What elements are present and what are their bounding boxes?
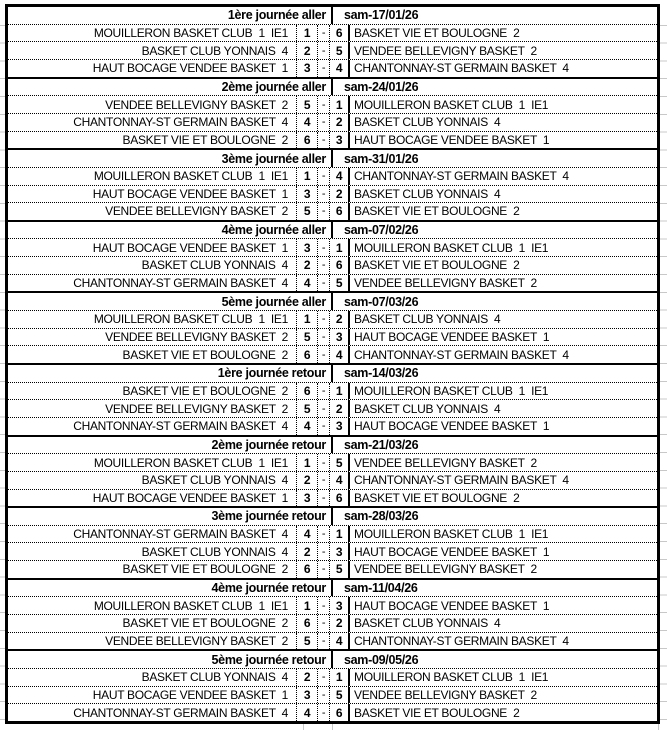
home-number-cell: 5	[297, 633, 318, 650]
journee-header-row	[8, 150, 657, 168]
home-number-cell: 5	[297, 329, 318, 346]
away-team-cell: BASKET VIE ET BOULOGNE 2	[354, 258, 520, 273]
journee-label: 4ème journée aller	[8, 222, 333, 239]
home-team-cell: CHANTONNAY-ST GERMAIN BASKET 4	[8, 418, 297, 435]
match-row	[8, 132, 657, 149]
match-row	[8, 418, 657, 435]
home-number-cell: 2	[297, 472, 318, 489]
match-row	[8, 257, 657, 275]
home-team-cell: BASKET CLUB YONNAIS 4	[8, 669, 297, 686]
score-separator: -	[318, 168, 330, 185]
home-number-cell: 6	[297, 346, 318, 363]
match-row	[8, 490, 657, 507]
home-team-cell: CHANTONNAY-ST GERMAIN BASKET 4	[8, 526, 297, 543]
away-number-cell: 1	[330, 669, 350, 686]
journee-block	[8, 77, 657, 149]
away-team-cell: BASKET CLUB YONNAIS 4	[354, 401, 501, 416]
score-separator: -	[318, 60, 330, 77]
journee-header-row	[8, 508, 657, 526]
away-number-cell: 4	[330, 633, 350, 650]
home-number-cell: 2	[297, 669, 318, 686]
home-team-cell: BASKET CLUB YONNAIS 4	[8, 42, 297, 59]
home-number-cell: 4	[297, 275, 318, 292]
score-separator: -	[318, 597, 330, 614]
home-team-cell: BASKET VIE ET BOULOGNE 2	[8, 615, 297, 632]
home-team-cell: VENDEE BELLEVIGNY BASKET 2	[8, 203, 297, 220]
home-team-cell: VENDEE BELLEVIGNY BASKET 2	[8, 329, 297, 346]
journee-block	[8, 148, 657, 220]
home-team-cell: HAUT BOCAGE VENDEE BASKET 1	[8, 687, 297, 704]
score-separator: -	[318, 275, 330, 292]
home-team-cell: VENDEE BELLEVIGNY BASKET 2	[8, 633, 297, 650]
match-row	[8, 704, 657, 721]
gridline-stub-bottom-3	[658, 724, 659, 730]
home-team-cell: BASKET CLUB YONNAIS 4	[8, 472, 297, 489]
away-number-cell: 4	[330, 472, 350, 489]
away-team-cell: CHANTONNAY-ST GERMAIN BASKET 4	[354, 473, 569, 488]
home-team-cell: BASKET VIE ET BOULOGNE 2	[8, 561, 297, 578]
away-team-cell: CHANTONNAY-ST GERMAIN BASKET 4	[354, 61, 569, 76]
home-number-cell: 5	[297, 203, 318, 220]
score-separator: -	[318, 239, 330, 256]
match-row	[8, 311, 657, 329]
home-number-cell: 1	[297, 454, 318, 471]
score-separator: -	[318, 418, 330, 435]
away-number-cell: 1	[330, 526, 350, 543]
away-number-cell: 1	[330, 239, 350, 256]
away-team-cell: CHANTONNAY-ST GERMAIN BASKET 4	[354, 634, 569, 649]
score-separator: -	[318, 669, 330, 686]
home-number-cell: 5	[297, 400, 318, 417]
away-number-cell: 2	[330, 311, 350, 328]
away-number-cell: 3	[330, 597, 350, 614]
home-team-cell: CHANTONNAY-ST GERMAIN BASKET 4	[8, 704, 297, 721]
match-row	[8, 669, 657, 687]
match-row	[8, 383, 657, 401]
home-team-cell: BASKET VIE ET BOULOGNE 2	[8, 346, 297, 363]
away-team-cell: BASKET CLUB YONNAIS 4	[354, 115, 501, 130]
journee-header-row	[8, 222, 657, 240]
journee-date: sam-07/03/26	[344, 294, 419, 309]
journee-label: 2ème journée retour	[8, 437, 333, 454]
gridline-stub-bottom-2	[332, 724, 333, 730]
score-separator: -	[318, 25, 330, 42]
journee-block	[8, 435, 657, 507]
score-separator: -	[318, 257, 330, 274]
score-separator: -	[318, 526, 330, 543]
schedule-table	[5, 4, 660, 724]
home-number-cell: 2	[297, 42, 318, 59]
score-separator: -	[318, 346, 330, 363]
away-number-cell: 2	[330, 114, 350, 131]
journee-label: 5ème journée aller	[8, 293, 333, 310]
match-row	[8, 561, 657, 578]
home-number-cell: 3	[297, 239, 318, 256]
away-team-cell: CHANTONNAY-ST GERMAIN BASKET 4	[354, 347, 569, 362]
journee-block	[8, 291, 657, 363]
away-number-cell: 5	[330, 42, 350, 59]
journee-date: sam-11/04/26	[344, 581, 418, 596]
match-row	[8, 25, 657, 43]
score-separator: -	[318, 42, 330, 59]
match-row	[8, 275, 657, 292]
home-number-cell: 6	[297, 561, 318, 578]
away-team-cell: HAUT BOCAGE VENDEE BASKET 1	[354, 419, 550, 434]
away-team-cell: BASKET CLUB YONNAIS 4	[354, 312, 501, 327]
score-separator: -	[318, 329, 330, 346]
home-team-cell: BASKET CLUB YONNAIS 4	[8, 543, 297, 560]
away-team-cell: VENDEE BELLEVIGNY BASKET 2	[354, 276, 537, 291]
away-number-cell: 6	[330, 490, 350, 507]
score-separator: -	[318, 203, 330, 220]
match-row	[8, 543, 657, 561]
away-number-cell: 2	[330, 186, 350, 203]
home-team-cell: MOUILLERON BASKET CLUB 1 IE1	[8, 311, 297, 328]
home-number-cell: 3	[297, 687, 318, 704]
home-team-cell: HAUT BOCAGE VENDEE BASKET 1	[8, 239, 297, 256]
score-separator: -	[318, 561, 330, 578]
journee-date: sam-14/03/26	[344, 366, 419, 381]
away-team-cell: HAUT BOCAGE VENDEE BASKET 1	[354, 544, 550, 559]
score-separator: -	[318, 687, 330, 704]
away-team-cell: BASKET CLUB YONNAIS 4	[354, 186, 501, 201]
journee-label: 2ème journée aller	[8, 79, 333, 96]
match-row	[8, 60, 657, 77]
home-team-cell: BASKET CLUB YONNAIS 4	[8, 257, 297, 274]
match-row	[8, 633, 657, 650]
away-number-cell: 3	[330, 418, 350, 435]
home-team-cell: BASKET VIE ET BOULOGNE 2	[8, 383, 297, 400]
match-row	[8, 96, 657, 114]
home-team-cell: CHANTONNAY-ST GERMAIN BASKET 4	[8, 275, 297, 292]
away-team-cell: CHANTONNAY-ST GERMAIN BASKET 4	[354, 169, 569, 184]
away-team-cell: BASKET CLUB YONNAIS 4	[354, 616, 501, 631]
journee-header-row	[8, 437, 657, 455]
journee-date: sam-09/05/26	[344, 652, 419, 667]
score-separator: -	[318, 96, 330, 113]
journee-block	[8, 7, 657, 77]
score-separator: -	[318, 472, 330, 489]
away-team-cell: VENDEE BELLEVIGNY BASKET 2	[354, 562, 537, 577]
gridline-stubs-right	[660, 8, 667, 722]
away-team-cell: MOUILLERON BASKET CLUB 1 IE1	[354, 527, 549, 542]
match-row	[8, 203, 657, 220]
home-team-cell: HAUT BOCAGE VENDEE BASKET 1	[8, 186, 297, 203]
match-row	[8, 186, 657, 204]
away-number-cell: 5	[330, 275, 350, 292]
score-separator: -	[318, 704, 330, 721]
score-separator: -	[318, 400, 330, 417]
away-team-cell: BASKET VIE ET BOULOGNE 2	[354, 25, 520, 40]
match-row	[8, 346, 657, 363]
score-separator: -	[318, 132, 330, 149]
home-number-cell: 6	[297, 383, 318, 400]
away-number-cell: 4	[330, 168, 350, 185]
away-team-cell: VENDEE BELLEVIGNY BASKET 2	[354, 455, 537, 470]
journee-header-row	[8, 7, 657, 25]
journee-header-row	[8, 651, 657, 669]
home-number-cell: 3	[297, 186, 318, 203]
journee-block	[8, 578, 657, 650]
journee-label: 1ère journée aller	[8, 7, 333, 24]
home-team-cell: VENDEE BELLEVIGNY BASKET 2	[8, 96, 297, 113]
journee-date: sam-07/02/26	[344, 223, 419, 238]
journee-header-row	[8, 79, 657, 97]
home-number-cell: 6	[297, 132, 318, 149]
away-team-cell: VENDEE BELLEVIGNY BASKET 2	[354, 687, 537, 702]
home-number-cell: 6	[297, 615, 318, 632]
journee-header-row	[8, 365, 657, 383]
journee-label: 3ème journée retour	[8, 508, 333, 525]
home-team-cell: MOUILLERON BASKET CLUB 1 IE1	[8, 25, 297, 42]
away-team-cell: MOUILLERON BASKET CLUB 1 IE1	[354, 240, 549, 255]
home-number-cell: 1	[297, 311, 318, 328]
home-team-cell: BASKET VIE ET BOULOGNE 2	[8, 132, 297, 149]
away-team-cell: HAUT BOCAGE VENDEE BASKET 1	[354, 132, 550, 147]
away-number-cell: 5	[330, 687, 350, 704]
away-team-cell: MOUILLERON BASKET CLUB 1 IE1	[354, 670, 549, 685]
journee-block	[8, 649, 657, 721]
journee-block	[8, 220, 657, 292]
match-row	[8, 454, 657, 472]
home-number-cell: 4	[297, 704, 318, 721]
score-separator: -	[318, 633, 330, 650]
journee-block	[8, 363, 657, 435]
home-number-cell: 4	[297, 526, 318, 543]
journee-label: 5ème journée retour	[8, 651, 333, 668]
score-separator: -	[318, 186, 330, 203]
journee-date: sam-28/03/26	[344, 509, 419, 524]
score-separator: -	[318, 114, 330, 131]
away-team-cell: BASKET VIE ET BOULOGNE 2	[354, 204, 520, 219]
match-row	[8, 400, 657, 418]
match-row	[8, 526, 657, 544]
away-number-cell: 6	[330, 704, 350, 721]
home-number-cell: 1	[297, 168, 318, 185]
home-number-cell: 2	[297, 543, 318, 560]
home-number-cell: 5	[297, 96, 318, 113]
home-number-cell: 4	[297, 418, 318, 435]
journee-date: sam-24/01/26	[344, 79, 419, 94]
home-team-cell: CHANTONNAY-ST GERMAIN BASKET 4	[8, 114, 297, 131]
match-row	[8, 168, 657, 186]
home-number-cell: 3	[297, 490, 318, 507]
score-separator: -	[318, 543, 330, 560]
match-row	[8, 687, 657, 705]
away-team-cell: MOUILLERON BASKET CLUB 1 IE1	[354, 383, 549, 398]
score-separator: -	[318, 311, 330, 328]
home-team-cell: HAUT BOCAGE VENDEE BASKET 1	[8, 60, 297, 77]
home-team-cell: MOUILLERON BASKET CLUB 1 IE1	[8, 454, 297, 471]
away-number-cell: 2	[330, 615, 350, 632]
match-row	[8, 597, 657, 615]
away-number-cell: 4	[330, 60, 350, 77]
away-number-cell: 5	[330, 454, 350, 471]
journee-label: 3ème journée aller	[8, 150, 333, 167]
away-team-cell: BASKET VIE ET BOULOGNE 2	[354, 705, 520, 720]
away-number-cell: 3	[330, 543, 350, 560]
gridline-stub-bottom-1	[303, 724, 304, 730]
away-team-cell: HAUT BOCAGE VENDEE BASKET 1	[354, 598, 550, 613]
match-row	[8, 329, 657, 347]
away-team-cell: MOUILLERON BASKET CLUB 1 IE1	[354, 97, 549, 112]
journee-header-row	[8, 580, 657, 598]
score-separator: -	[318, 454, 330, 471]
match-row	[8, 42, 657, 60]
away-number-cell: 3	[330, 132, 350, 149]
journee-header-row	[8, 293, 657, 311]
away-number-cell: 4	[330, 346, 350, 363]
match-row	[8, 472, 657, 490]
away-team-cell: HAUT BOCAGE VENDEE BASKET 1	[354, 330, 550, 345]
home-team-cell: MOUILLERON BASKET CLUB 1 IE1	[8, 168, 297, 185]
score-separator: -	[318, 615, 330, 632]
home-number-cell: 1	[297, 25, 318, 42]
home-team-cell: HAUT BOCAGE VENDEE BASKET 1	[8, 490, 297, 507]
away-team-cell: BASKET VIE ET BOULOGNE 2	[354, 490, 520, 505]
away-number-cell: 1	[330, 383, 350, 400]
away-number-cell: 6	[330, 203, 350, 220]
journee-label: 4ème journée retour	[8, 580, 333, 597]
score-separator: -	[318, 490, 330, 507]
match-row	[8, 615, 657, 633]
home-team-cell: VENDEE BELLEVIGNY BASKET 2	[8, 400, 297, 417]
journee-date: sam-21/03/26	[344, 437, 419, 452]
home-number-cell: 2	[297, 257, 318, 274]
journee-date: sam-31/01/26	[344, 151, 419, 166]
journee-label: 1ère journée retour	[8, 365, 333, 382]
home-number-cell: 1	[297, 597, 318, 614]
away-number-cell: 6	[330, 257, 350, 274]
home-number-cell: 3	[297, 60, 318, 77]
away-number-cell: 5	[330, 561, 350, 578]
home-team-cell: MOUILLERON BASKET CLUB 1 IE1	[8, 597, 297, 614]
match-row	[8, 239, 657, 257]
journee-date: sam-17/01/26	[344, 8, 419, 23]
away-number-cell: 3	[330, 329, 350, 346]
away-number-cell: 6	[330, 25, 350, 42]
match-row	[8, 114, 657, 132]
away-number-cell: 2	[330, 400, 350, 417]
away-team-cell: VENDEE BELLEVIGNY BASKET 2	[354, 43, 537, 58]
score-separator: -	[318, 383, 330, 400]
journee-block	[8, 506, 657, 578]
home-number-cell: 4	[297, 114, 318, 131]
away-number-cell: 1	[330, 96, 350, 113]
